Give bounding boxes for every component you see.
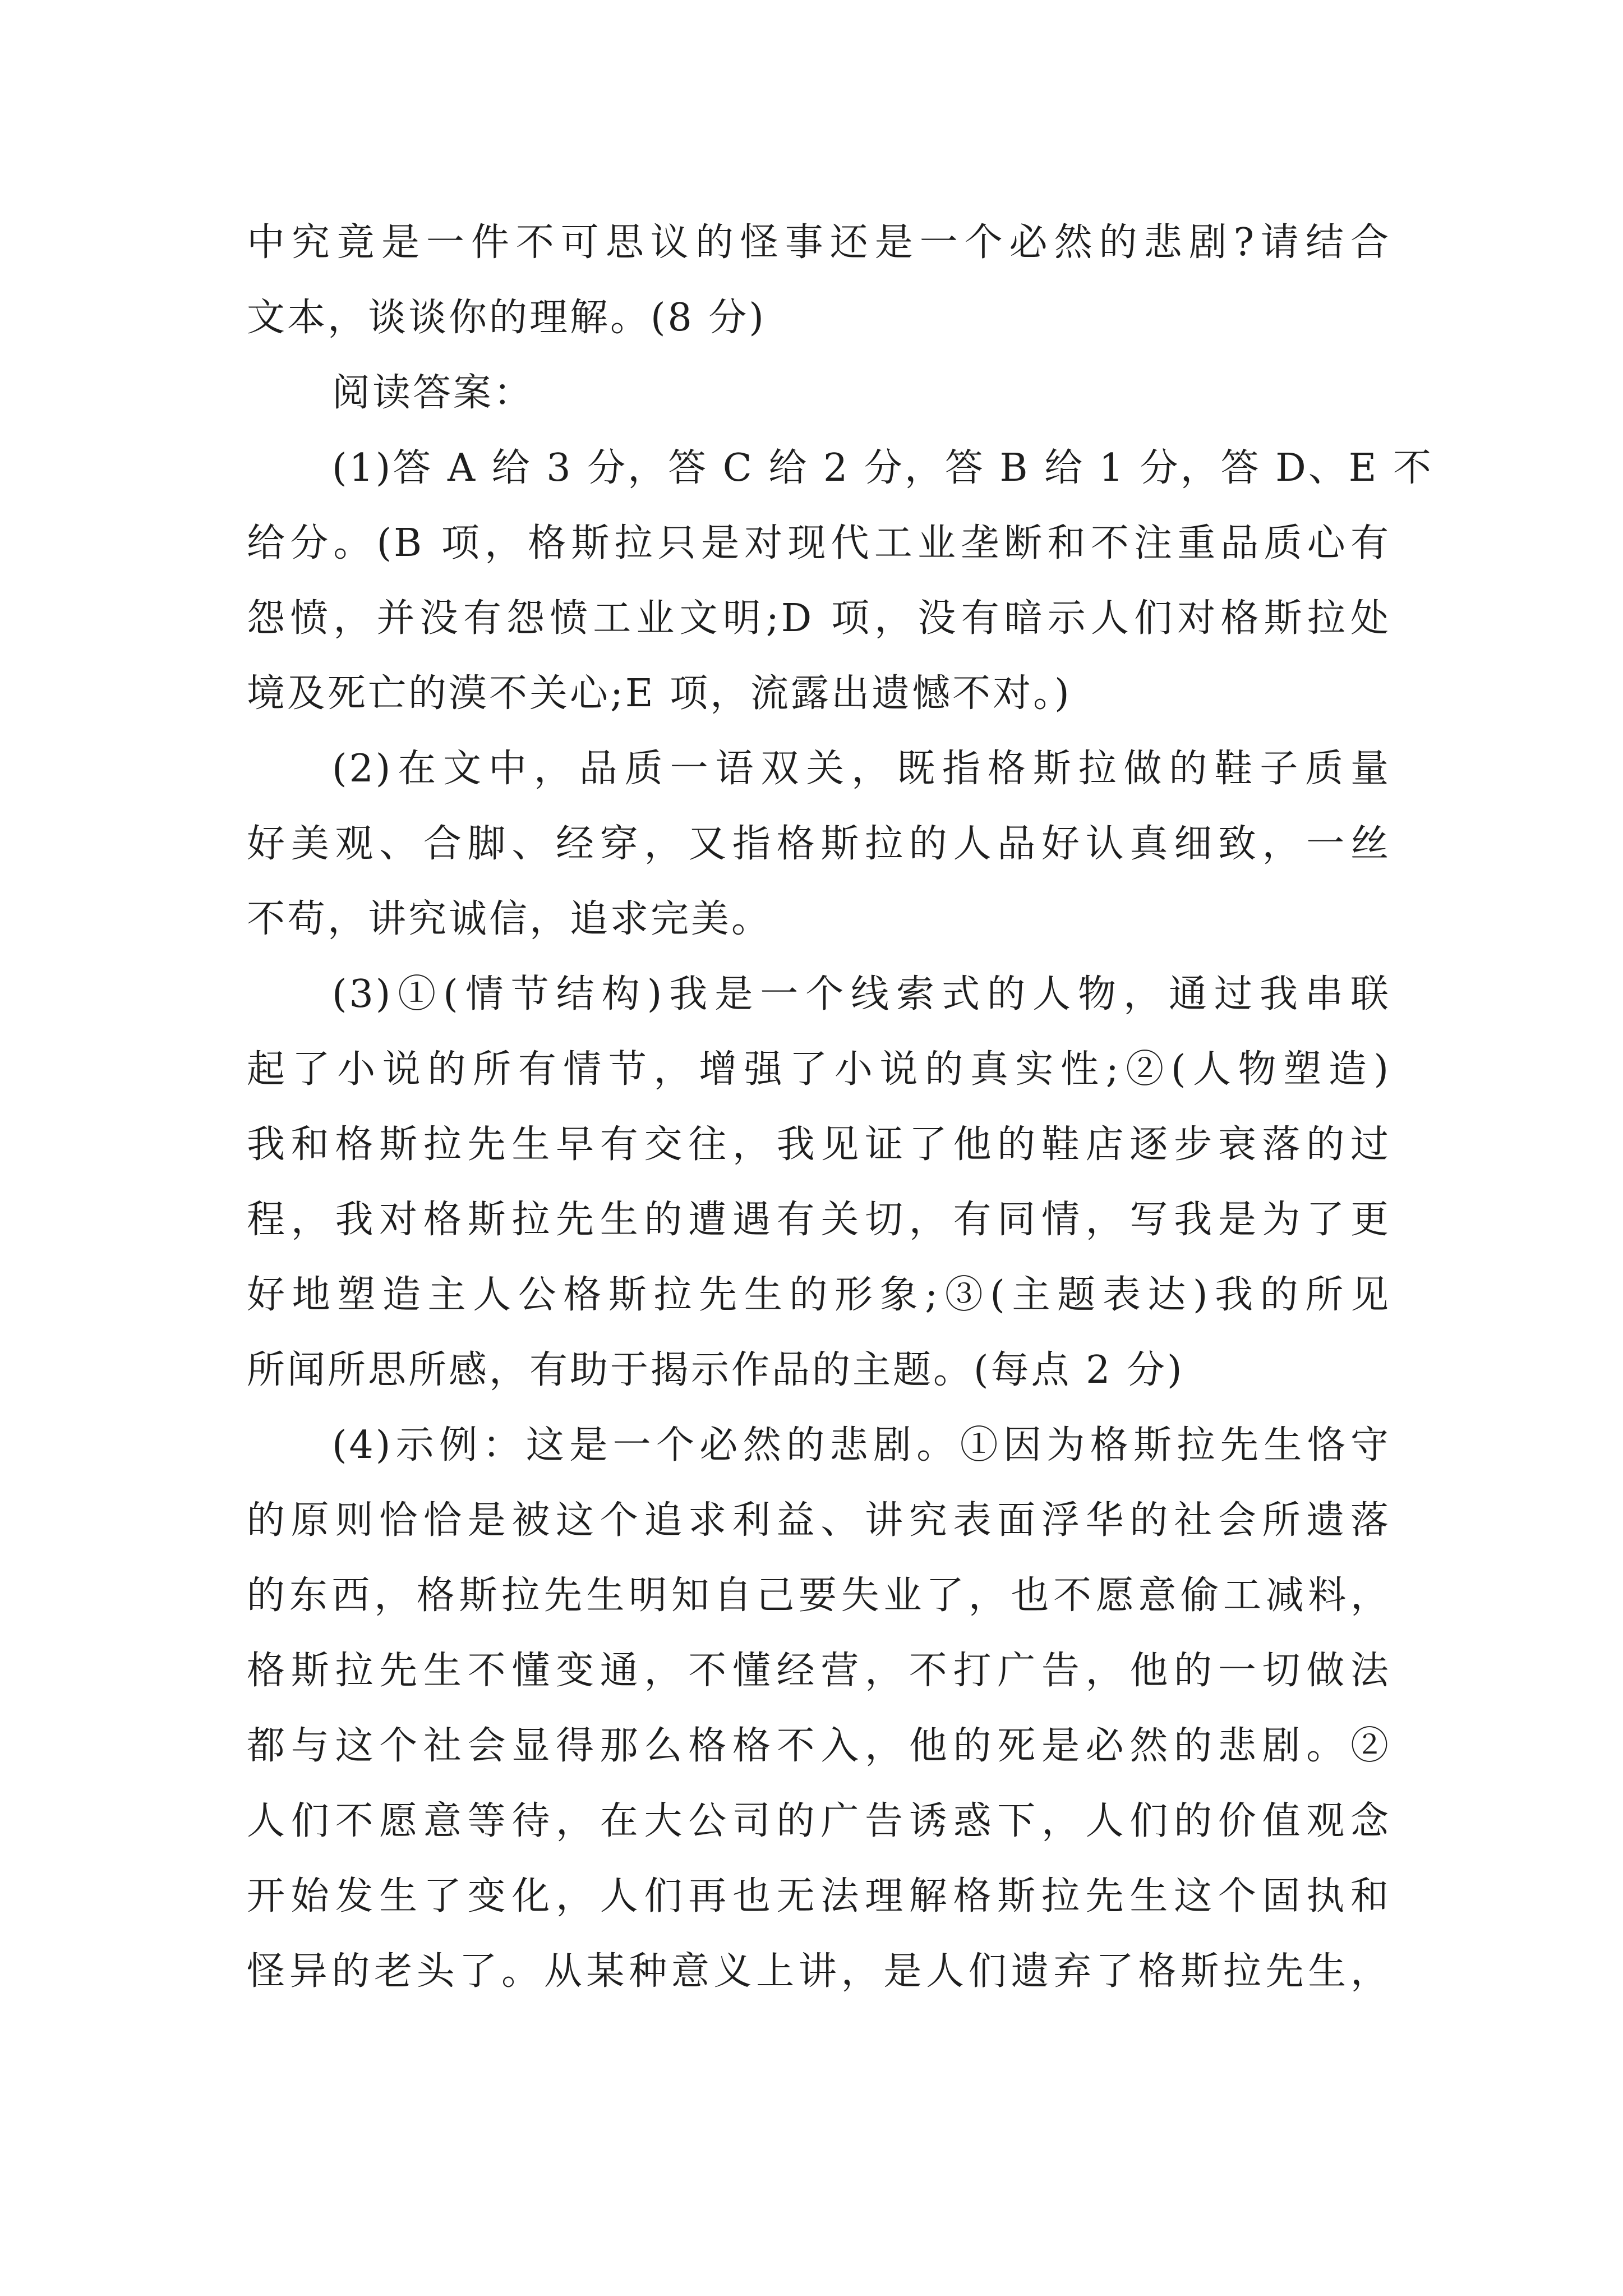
text-line: 中究竟是一件不可思议的怪事还是一个必然的悲剧?请结合	[247, 220, 1391, 265]
text-line: (4)示例：这是一个必然的悲剧。①因为格斯拉先生恪守	[332, 1423, 1391, 1467]
text-line: 不苟，讲究诚信，追求完美。	[247, 897, 772, 941]
text-line: 程，我对格斯拉先生的遭遇有关切，有同情，写我是为了更	[247, 1198, 1391, 1242]
text-line: 的原则恰恰是被这个追求利益、讲究表面浮华的社会所遗落	[247, 1498, 1391, 1543]
text-line: 都与这个社会显得那么格格不入，他的死是必然的悲剧。②	[247, 1724, 1391, 1768]
text-line: (2)在文中，品质一语双关，既指格斯拉做的鞋子质量	[332, 747, 1391, 791]
text-line: 好地塑造主人公格斯拉先生的形象;③(主题表达)我的所见	[247, 1273, 1391, 1317]
text-line: (3)①(情节结构)我是一个线索式的人物，通过我串联	[332, 972, 1391, 1016]
text-line: 的东西，格斯拉先生明知自己要失业了，也不愿意偷工减料，	[247, 1573, 1391, 1618]
text-line: 开始发生了变化，人们再也无法理解格斯拉先生这个固执和	[247, 1874, 1391, 1918]
text-line: 好美观、合脚、经穿，又指格斯拉的人品好认真细致，一丝	[247, 822, 1391, 866]
text-line: 阅读答案：	[332, 371, 534, 415]
text-line: 怨愤，并没有怨愤工业文明;D 项，没有暗示人们对格斯拉处	[247, 596, 1391, 641]
text-line: 境及死亡的漠不关心;E 项，流露出遗憾不对。)	[247, 671, 1072, 716]
text-line: 格斯拉先生不懂变通，不懂经营，不打广告，他的一切做法	[247, 1649, 1391, 1693]
text-line: 所闻所思所感，有助于揭示作品的主题。(每点 2 分)	[247, 1348, 1184, 1392]
text-line: 怪异的老头了。从某种意义上讲，是人们遗弃了格斯拉先生，	[247, 1949, 1391, 1994]
text-line: (1)答 A 给 3 分，答 C 给 2 分，答 B 给 1 分，答 D、E 不	[332, 446, 1433, 490]
text-line: 给分。(B 项，格斯拉只是对现代工业垄断和不注重品质心有	[247, 521, 1391, 565]
text-line: 起了小说的所有情节，增强了小说的真实性;②(人物塑造)	[247, 1047, 1391, 1092]
text-line: 我和格斯拉先生早有交往，我见证了他的鞋店逐步衰落的过	[247, 1122, 1391, 1167]
answer-text-block	[247, 205, 1433, 2009]
text-line: 人们不愿意等待，在大公司的广告诱惑下，人们的价值观念	[247, 1799, 1391, 1843]
text-line: 文本，谈谈你的理解。(8 分)	[247, 296, 766, 340]
